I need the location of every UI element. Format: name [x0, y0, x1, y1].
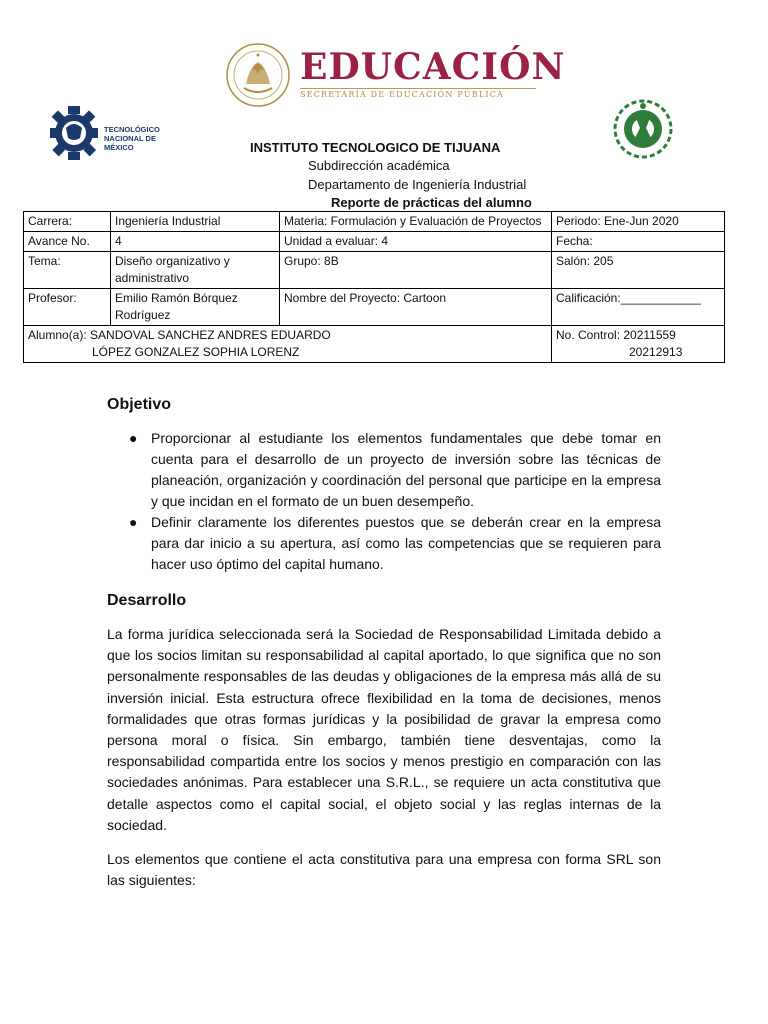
periodo-cell: Periodo: Ene-Jun 2020	[552, 212, 725, 232]
alumno-line-2: LÓPEZ GONZALEZ SOPHIA LORENZ	[92, 345, 300, 359]
unidad-cell: Unidad a evaluar: 4	[280, 232, 552, 252]
subdirection: Subdirección académica	[308, 158, 450, 173]
mexican-seal-icon	[226, 40, 290, 110]
tema-label: Tema:	[24, 252, 111, 289]
control-line-1: No. Control: 20211559	[556, 328, 676, 342]
desarrollo-paragraph-2: Los elementos que contiene el acta constitutiva para una empresa con forma SRL son las siguientes:	[107, 851, 661, 889]
table-row	[24, 289, 725, 326]
report-title: Reporte de prácticas del alumno	[331, 195, 532, 210]
ministry-divider	[300, 88, 536, 89]
list-item: ● Definir claramente los diferentes puestos que se deberán crear en la empresa para dar inicio a su apertura, así como las competencias que se requieren para hacer uso óptimo del capital humano.	[129, 514, 661, 572]
tecnm-name: TECNOLÓGICO NACIONAL DE MÉXICO	[104, 125, 160, 152]
objetivo-heading: Objetivo	[107, 396, 172, 413]
itt-emblem-icon	[612, 98, 674, 160]
proyecto-cell: Nombre del Proyecto: Cartoon	[280, 289, 552, 326]
department: Departamento de Ingeniería Industrial	[308, 177, 527, 192]
student-info-table	[23, 211, 725, 363]
table-row	[24, 212, 725, 232]
salon-cell: Salón: 205	[552, 252, 725, 289]
bullet-icon: ●	[129, 430, 138, 446]
ministry-title: EDUCACIÓN	[300, 46, 566, 88]
desarrollo-paragraph-1: La forma jurídica seleccionada será la Sociedad de Responsabilidad Limitada debido a que los socios limitan su responsabilidad al capital aportado, lo que significa que no son personalmente responsables de las deudas y obligaciones de la empresa más allá de su inversión inicial. Esta estructura ofrece flexibilidad en la toma de decisiones, menos formalidades que otras formas jurídicas y la posibilidad de gravar la empresa como persona moral o física. Sin embargo, también tiene desventajas, como la responsabilidad compartida entre los socios y menos prestigio en comparación con las sociedades anónimas. Para establecer una S.R.L., se requiere un acta constitutiva que detalle aspectos como el capital social, el objeto social y las reglas internas de la sociedad.	[107, 626, 661, 833]
institute-name: INSTITUTO TECNOLOGICO DE TIJUANA	[250, 140, 501, 155]
table-row	[24, 252, 725, 289]
control-cell	[552, 326, 725, 363]
grupo-cell: Grupo: 8B	[280, 252, 552, 289]
desarrollo-heading: Desarrollo	[107, 592, 187, 609]
carrera-label: Carrera:	[24, 212, 111, 232]
profesor-label: Profesor:	[24, 289, 111, 326]
avance-value: 4	[111, 232, 280, 252]
alumno-cell	[24, 326, 552, 363]
control-line-2: 20212913	[629, 345, 683, 359]
carrera-value: Ingeniería Industrial	[111, 212, 280, 232]
table-row	[24, 326, 725, 363]
alumno-line-1: Alumno(a): SANDOVAL SANCHEZ ANDRES EDUARDO	[28, 328, 331, 342]
fecha-cell: Fecha:	[552, 232, 725, 252]
objetivo-list	[107, 428, 661, 575]
profesor-value: Emilio Ramón Bórquez Rodríguez	[111, 289, 280, 326]
materia-cell: Materia: Formulación y Evaluación de Proyectos	[280, 212, 552, 232]
ministry-subtitle: SECRETARÍA DE EDUCACIÓN PÚBLICA	[300, 90, 504, 99]
table-row	[24, 232, 725, 252]
tecnm-gear-icon	[48, 104, 100, 162]
list-item: ● Proporcionar al estudiante los elementos fundamentales que debe tomar en cuenta para el desarrollo de un proyecto de inversión sobre las técnicas de planeación, organización y coordinación del personal que participe en la empresa y que incidan en el formato de un buen desempeño.	[129, 430, 661, 509]
bullet-icon: ●	[129, 514, 138, 530]
tema-value: Diseño organizativo y administrativo	[111, 252, 280, 289]
calificacion-cell: Calificación:____________	[552, 289, 725, 326]
avance-label: Avance No.	[24, 232, 111, 252]
